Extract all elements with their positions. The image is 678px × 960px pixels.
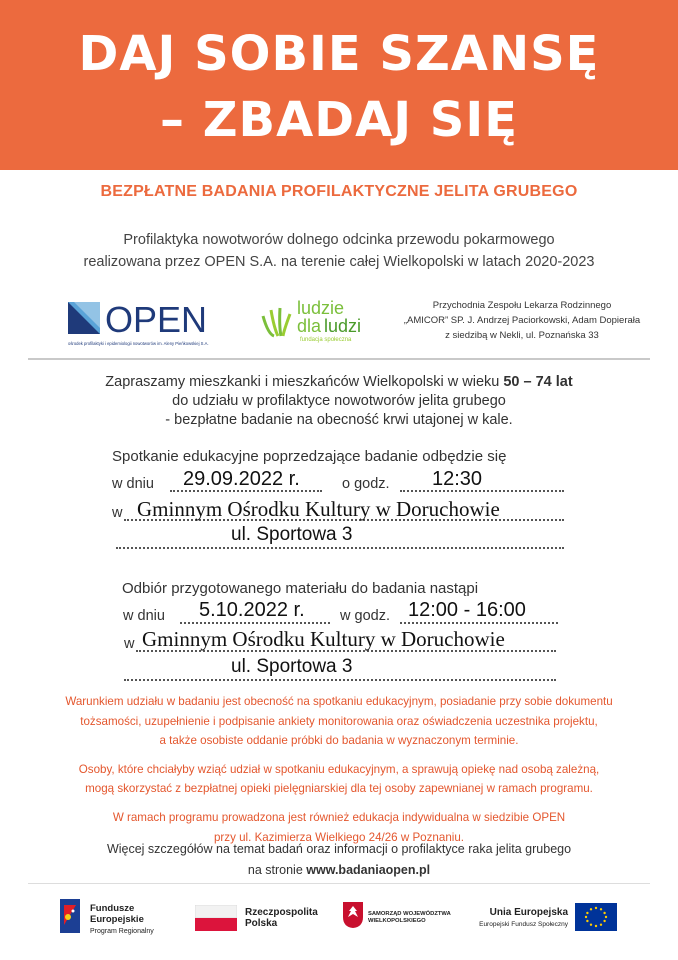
samorzad-text: SAMORZĄD WOJEWÓDZTWA WIELKOPOLSKIEGO <box>368 911 451 924</box>
svg-text:ludzie: ludzie <box>297 298 345 318</box>
eu-flag-icon <box>575 903 617 931</box>
clinic-info: Przychodnia Zespołu Lekarza Rodzinnego „AMICOR” SP. J. Andrzej Paciorkowski, Adam Dopierała z siedzibą w Nekli, ul. Poznańska 33 <box>403 300 641 341</box>
pickup-date-value: 5.10.2022 r. <box>199 599 305 621</box>
meeting-time-label: o godz. <box>342 476 390 492</box>
intro-text <box>0 229 678 273</box>
meeting-place-value: Gminnym Ośrodku Kultury w Doruchowie <box>137 497 500 521</box>
ludzie-dla-ludzi-icon <box>260 294 380 344</box>
svg-text:ludzi: ludzi <box>324 316 362 336</box>
conditions-text <box>0 692 678 856</box>
meeting-title: Spotkanie edukacyjne poprzedzające badanie odbędzie się <box>112 448 507 465</box>
meeting-address-value: ul. Sportowa 3 <box>231 524 353 545</box>
ludzie-dla-ludzi-logo <box>260 294 380 349</box>
conditions-paragraph-1: Warunkiem udziału w badaniu jest obecność na spotkaniu edukacyjnym, posiadanie przy sobie dokumentu tożsamości, uzupełnienie i podpisanie ankiety monitorowania oraz oświadczenia uczestnika projektu, a także osobiste oddanie próbki do badania w wyznaczonym terminie. <box>65 695 613 748</box>
conditions-paragraph-2: Osoby, które chciałyby wziąć udział w spotkaniu edukacyjnym, a sprawują opiekę nad osobą zależną, mogą skorzystać z bezpłatnej opieki pielęgniarskiej dla tej osoby zapewnianej w ramach programu. <box>78 762 600 796</box>
open-logo-caption: ośrodek profilaktyki i epidemiologii nowotworów im. Aleny Pieńkowskiej S.A. <box>68 341 209 346</box>
open-logo <box>68 298 220 353</box>
divider <box>28 358 650 360</box>
eu-text: Unia Europejska Europejski Fundusz Społeczny <box>479 907 568 928</box>
intro-line-1: Profilaktyka nowotworów dolnego odcinka przewodu pokarmowego <box>123 232 555 248</box>
meeting-date-value: 29.09.2022 r. <box>183 468 300 490</box>
partner-logos <box>0 294 678 354</box>
meeting-time-value: 12:30 <box>432 468 483 490</box>
svg-text:dla: dla <box>297 316 322 336</box>
hero-banner <box>0 0 678 170</box>
pickup-title: Odbiór przygotowanego materiału do badania nastąpi <box>122 580 479 597</box>
meeting-place-label: w <box>112 505 123 521</box>
svg-text:fundacja społeczna: fundacja społeczna <box>300 337 352 343</box>
wielkopolska-coat-of-arms-icon <box>342 901 364 929</box>
headline-line-2: – ZBADAJ SIĘ <box>159 92 519 148</box>
pickup-address-line <box>124 679 556 681</box>
rzeczpospolita-text: Rzeczpospolita Polska <box>245 907 318 929</box>
intro-line-2: realizowana przez OPEN S.A. na terenie całej Wielkopolski w latach 2020-2023 <box>83 254 595 270</box>
meeting-date-label: w dniu <box>112 476 154 492</box>
subtitle: BEZPŁATNE BADANIA PROFILAKTYCZNE JELITA GRUBEGO <box>100 183 578 200</box>
open-logo-text: OPEN <box>105 299 208 340</box>
pickup-time-label: w godz. <box>340 608 390 624</box>
pickup-date-line <box>180 622 330 624</box>
pickup-date-label: w dniu <box>123 608 165 624</box>
more-info: Więcej szczegółów na temat badań oraz informacji o profilaktyce raka jelita grubego na stronie www.badaniaopen.pl <box>106 842 572 877</box>
footer-divider <box>28 883 650 884</box>
website-link[interactable]: www.badaniaopen.pl <box>306 863 431 877</box>
pickup-place-label: w <box>124 636 135 652</box>
age-range: 50 – 74 lat <box>503 374 573 390</box>
pickup-time-value: 12:00 - 16:00 <box>408 599 526 621</box>
invitation-text: Zapraszamy mieszkanki i mieszkańców Wielkopolski w wieku 50 – 74 lat do udziału w profilaktyce nowotworów jelita grubego - bezpłatne badanie na obecność krwi utajonej w kale. <box>105 374 573 428</box>
polish-flag-icon <box>195 905 237 931</box>
headline-line-1: DAJ SOBIE SZANSĘ <box>78 26 600 82</box>
footer-logos <box>0 893 678 943</box>
pickup-address-value: ul. Sportowa 3 <box>231 656 353 677</box>
conditions-paragraph-3: W ramach programu prowadzona jest również edukacja indywidualna w siedzibie OPEN przy ul. Kazimierza Wielkiego 24/26 w Poznaniu. <box>112 810 566 844</box>
european-funds-icon <box>60 899 86 933</box>
pickup-time-line <box>400 622 558 624</box>
pickup-place-value: Gminnym Ośrodku Kultury w Doruchowie <box>142 627 505 651</box>
open-logo-icon <box>68 298 220 348</box>
meeting-address-line <box>116 547 564 549</box>
european-funds-text: Fundusze Europejskie Program Regionalny <box>90 903 154 935</box>
